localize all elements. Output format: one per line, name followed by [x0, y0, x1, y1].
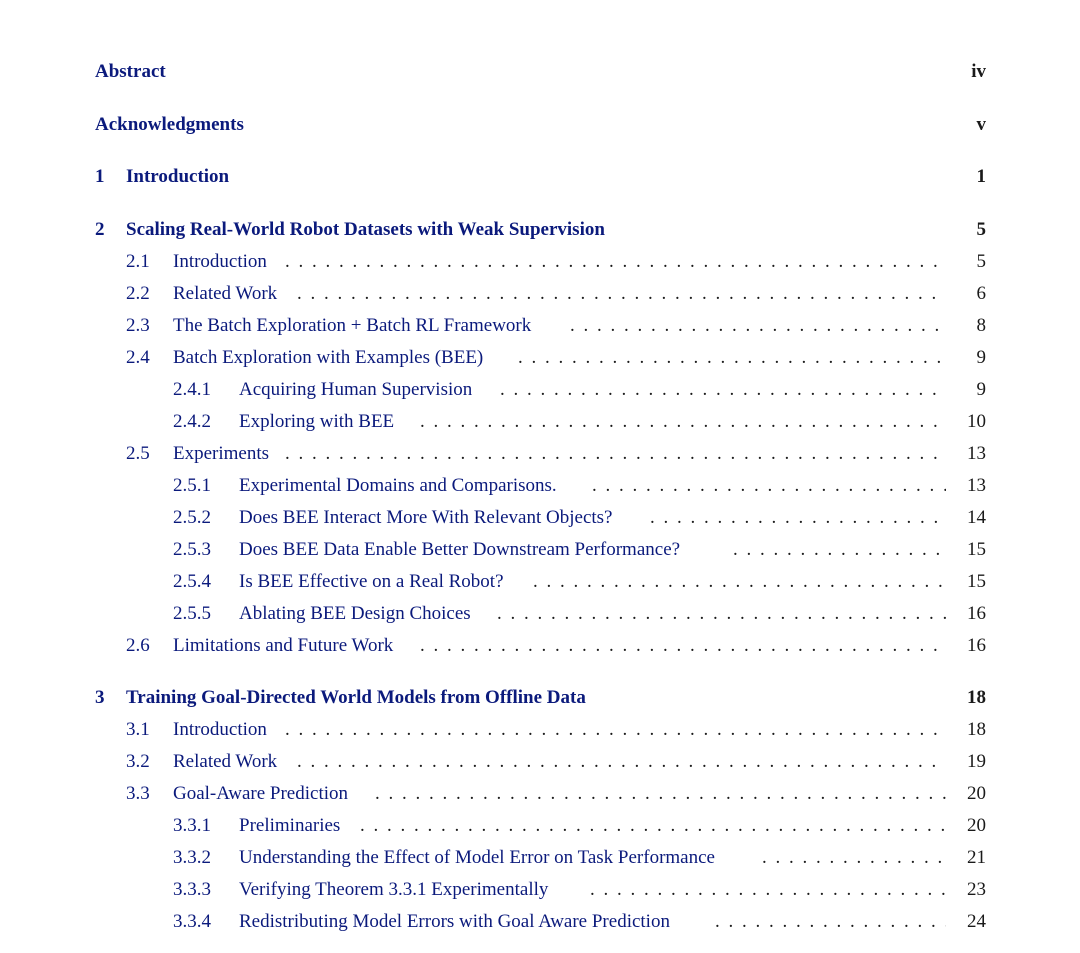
- dot-leader: [533, 567, 946, 597]
- toc-section[interactable]: [0, 439, 1080, 469]
- toc-chapter-3[interactable]: [0, 683, 1080, 713]
- dot-leader: [762, 843, 946, 873]
- toc-chapter-2[interactable]: [0, 215, 1080, 245]
- subsection-number: 2.5.1: [173, 475, 211, 496]
- section-number: 2.6: [126, 635, 150, 656]
- toc-section[interactable]: [0, 747, 1080, 777]
- dot-leader: [285, 715, 946, 745]
- dot-leader: [592, 471, 946, 501]
- section-title[interactable]: Limitations and Future Work: [173, 635, 394, 656]
- subsection-title[interactable]: Experimental Domains and Comparisons.: [239, 475, 557, 496]
- chapter-title[interactable]: Introduction: [126, 166, 230, 187]
- toc-subsection[interactable]: [0, 535, 1080, 565]
- dot-leader: [570, 311, 946, 341]
- toc-page-number: 20: [967, 783, 986, 804]
- toc-page-number: 5: [976, 219, 986, 240]
- dot-leader: [297, 747, 946, 777]
- dot-leader: [360, 811, 946, 841]
- subsection-title[interactable]: Preliminaries: [239, 815, 341, 836]
- subsection-number: 2.4.1: [173, 379, 211, 400]
- chapter-number: 1: [95, 166, 105, 187]
- section-title[interactable]: Batch Exploration with Examples (BEE): [173, 347, 484, 368]
- section-number: 2.5: [126, 443, 150, 464]
- toc-section[interactable]: [0, 279, 1080, 309]
- subsection-number: 3.3.2: [173, 847, 211, 868]
- toc-page-number: 10: [967, 411, 986, 432]
- section-title[interactable]: Introduction: [173, 251, 267, 272]
- toc-page-number: 24: [967, 911, 986, 932]
- toc-page-number: 18: [967, 687, 986, 708]
- dot-leader: [420, 407, 946, 437]
- dot-leader: [375, 779, 946, 809]
- subsection-title[interactable]: Acquiring Human Supervision: [239, 379, 473, 400]
- toc-page-number: 20: [967, 815, 986, 836]
- dot-leader: [285, 439, 946, 469]
- section-title[interactable]: Related Work: [173, 283, 278, 304]
- section-number: 2.1: [126, 251, 150, 272]
- toc-section[interactable]: [0, 631, 1080, 661]
- dot-leader: [420, 631, 946, 661]
- toc-page-number: 23: [967, 879, 986, 900]
- toc-title[interactable]: Abstract: [95, 61, 166, 82]
- section-number: 3.3: [126, 783, 150, 804]
- subsection-number: 2.5.3: [173, 539, 211, 560]
- dot-leader: [500, 375, 946, 405]
- toc-entry-abstract[interactable]: [0, 57, 1080, 87]
- subsection-number: 3.3.4: [173, 911, 211, 932]
- toc-subsection[interactable]: [0, 471, 1080, 501]
- subsection-number: 3.3.1: [173, 815, 211, 836]
- dot-leader: [733, 535, 946, 565]
- section-number: 3.1: [126, 719, 150, 740]
- subsection-title[interactable]: Is BEE Effective on a Real Robot?: [239, 571, 504, 592]
- subsection-number: 2.5.4: [173, 571, 211, 592]
- section-number: 3.2: [126, 751, 150, 772]
- toc-page-number: 16: [967, 635, 986, 656]
- toc-page-number: 15: [967, 571, 986, 592]
- toc-page-number: 8: [976, 315, 986, 336]
- toc-subsection[interactable]: [0, 875, 1080, 905]
- section-title[interactable]: The Batch Exploration + Batch RL Framework: [173, 315, 532, 336]
- chapter-number: 3: [95, 687, 105, 708]
- section-number: 2.4: [126, 347, 150, 368]
- dot-leader: [497, 599, 946, 629]
- chapter-title[interactable]: Training Goal-Directed World Models from Offline Data: [126, 687, 586, 708]
- toc-subsection[interactable]: [0, 375, 1080, 405]
- section-title[interactable]: Related Work: [173, 751, 278, 772]
- toc-subsection[interactable]: [0, 567, 1080, 597]
- section-title[interactable]: Goal-Aware Prediction: [173, 783, 348, 804]
- toc-subsection[interactable]: [0, 843, 1080, 873]
- toc-page-number: 15: [967, 539, 986, 560]
- subsection-title[interactable]: Redistributing Model Errors with Goal Aware Prediction: [239, 911, 670, 932]
- toc-subsection[interactable]: [0, 503, 1080, 533]
- toc-chapter-1[interactable]: [0, 162, 1080, 192]
- toc-entry-acknowledgments[interactable]: [0, 110, 1080, 140]
- section-number: 2.2: [126, 283, 150, 304]
- toc-page-number: 14: [967, 507, 986, 528]
- toc-section[interactable]: [0, 779, 1080, 809]
- toc-page-number: 6: [976, 283, 986, 304]
- toc-subsection[interactable]: [0, 599, 1080, 629]
- dot-leader: [518, 343, 946, 373]
- subsection-number: 2.5.2: [173, 507, 211, 528]
- toc-page-number: 21: [967, 847, 986, 868]
- dot-leader: [715, 907, 946, 937]
- subsection-number: 2.5.5: [173, 603, 211, 624]
- subsection-number: 2.4.2: [173, 411, 211, 432]
- toc-page-number: 19: [967, 751, 986, 772]
- toc-section[interactable]: [0, 247, 1080, 277]
- section-title[interactable]: Experiments: [173, 443, 270, 464]
- dot-leader: [590, 875, 946, 905]
- toc-subsection[interactable]: [0, 407, 1080, 437]
- toc-page-number: v: [976, 114, 986, 135]
- subsection-title[interactable]: Exploring with BEE: [239, 411, 395, 432]
- toc-subsection[interactable]: [0, 811, 1080, 841]
- toc-page-number: 5: [976, 251, 986, 272]
- toc-page-number: 1: [976, 166, 986, 187]
- subsection-title[interactable]: Verifying Theorem 3.3.1 Experimentally: [239, 879, 549, 900]
- section-number: 2.3: [126, 315, 150, 336]
- subsection-title[interactable]: Understanding the Effect of Model Error on Task Performance: [239, 847, 715, 868]
- subsection-title[interactable]: Does BEE Data Enable Better Downstream Performance?: [239, 539, 681, 560]
- section-title[interactable]: Introduction: [173, 719, 267, 740]
- chapter-title[interactable]: Scaling Real-World Robot Datasets with Weak Supervision: [126, 219, 605, 240]
- toc-section[interactable]: [0, 715, 1080, 745]
- toc-page-number: 9: [976, 379, 986, 400]
- toc-section[interactable]: [0, 311, 1080, 341]
- subsection-title[interactable]: Does BEE Interact More With Relevant Objects?: [239, 507, 613, 528]
- toc-page-number: 16: [967, 603, 986, 624]
- dot-leader: [285, 247, 946, 277]
- subsection-title[interactable]: Ablating BEE Design Choices: [239, 603, 471, 624]
- dot-leader: [297, 279, 946, 309]
- toc-page-number: 13: [967, 475, 986, 496]
- toc-subsection[interactable]: [0, 907, 1080, 937]
- toc-title[interactable]: Acknowledgments: [95, 114, 244, 135]
- dot-leader: [650, 503, 946, 533]
- subsection-number: 3.3.3: [173, 879, 211, 900]
- toc-page-number: 9: [976, 347, 986, 368]
- toc-page-number: 13: [967, 443, 986, 464]
- toc-section[interactable]: [0, 343, 1080, 373]
- toc-page-number: 18: [967, 719, 986, 740]
- toc-page-number: iv: [971, 61, 986, 82]
- chapter-number: 2: [95, 219, 105, 240]
